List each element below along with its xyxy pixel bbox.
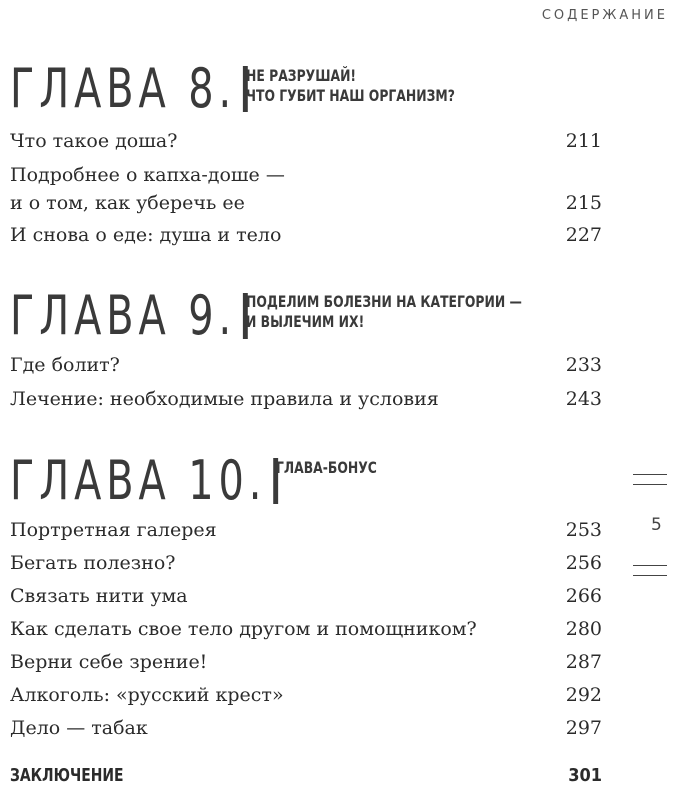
toc-entry-title: Лечение: необходимые правила и условия: [10, 388, 439, 410]
toc-entry-title: Что такое доша?: [10, 130, 178, 152]
conclusion-page: 301: [568, 765, 602, 786]
toc-entry[interactable]: [10, 352, 602, 378]
toc-entry[interactable]: [10, 715, 602, 741]
toc-entry-title: Верни себе зрение!: [10, 651, 208, 673]
folio-rule-bottom-2: [633, 575, 667, 576]
toc-entry[interactable]: [10, 128, 602, 154]
toc-entry-page: 287: [565, 651, 602, 673]
chapter-10-label: ГЛАВА 10.: [10, 454, 278, 508]
toc-entry-page: 227: [565, 224, 602, 246]
conclusion-title: ЗАКЛЮЧЕНИЕ: [10, 765, 124, 786]
toc-entry-title-line-2: и о том, как уберечь ее: [10, 192, 245, 214]
toc-entry[interactable]: [10, 616, 602, 642]
chapter-10-title: [276, 458, 377, 478]
toc-conclusion[interactable]: [10, 765, 602, 786]
page-number: 5: [651, 515, 662, 535]
toc-entry[interactable]: [10, 583, 602, 609]
toc-entry-page: 233: [565, 354, 602, 376]
toc-entry-title-line-1: Подробнее о капха-доше —: [10, 164, 285, 186]
toc-entry[interactable]: [10, 162, 602, 216]
toc-entry-title: Дело — табак: [10, 717, 148, 739]
toc-entry-page: 297: [565, 717, 602, 739]
toc-entry[interactable]: [10, 682, 602, 708]
chapter-9-title-line-1: ПОДЕЛИМ БОЛЕЗНИ НА КАТЕГОРИИ —: [246, 292, 522, 311]
toc-entry-title: И снова о еде: душа и тело: [10, 224, 282, 246]
toc-entry[interactable]: [10, 550, 602, 576]
toc-entry-title: Связать нити ума: [10, 585, 188, 607]
chapter-8-label: ГЛАВА 8.: [10, 62, 248, 116]
toc-entry[interactable]: [10, 222, 602, 248]
toc-entry-page: 292: [565, 684, 602, 706]
running-head: СОДЕРЖАНИЕ: [541, 8, 668, 23]
folio-rule-top-2: [633, 484, 667, 485]
chapter-9-title: [246, 292, 522, 332]
toc-entry-title: Бегать полезно?: [10, 552, 176, 574]
chapter-8-title: [246, 66, 455, 106]
toc-entry-page: 211: [565, 130, 602, 152]
toc-entry-page: 280: [565, 618, 602, 640]
chapter-9-label: ГЛАВА 9.: [10, 289, 248, 343]
folio-rule-top-1: [633, 474, 667, 475]
toc-entry-page: 215: [565, 192, 602, 214]
toc-entry-page: 256: [565, 552, 602, 574]
toc-entry-page: 243: [565, 388, 602, 410]
chapter-9-title-line-2: И ВЫЛЕЧИМ ИХ!: [246, 312, 365, 331]
chapter-8-title-line-2: ЧТО ГУБИТ НАШ ОРГАНИЗМ?: [246, 86, 455, 105]
chapter-10-title-line-1: ГЛАВА-БОНУС: [276, 458, 377, 477]
folio-rule-bottom-1: [633, 565, 667, 566]
toc-entry-title: Как сделать свое тело другом и помощником?: [10, 618, 477, 640]
toc-entry-page: 253: [565, 519, 602, 541]
toc-entry-title: Где болит?: [10, 354, 120, 376]
toc-entry-title: Портретная галерея: [10, 519, 217, 541]
toc-entry-title: Алкоголь: «русский крест»: [10, 684, 284, 706]
toc-entry-page: 266: [565, 585, 602, 607]
toc-entry[interactable]: [10, 386, 602, 412]
toc-entry[interactable]: [10, 649, 602, 675]
toc-entry[interactable]: [10, 517, 602, 543]
chapter-8-title-line-1: НЕ РАЗРУШАЙ!: [246, 66, 357, 85]
